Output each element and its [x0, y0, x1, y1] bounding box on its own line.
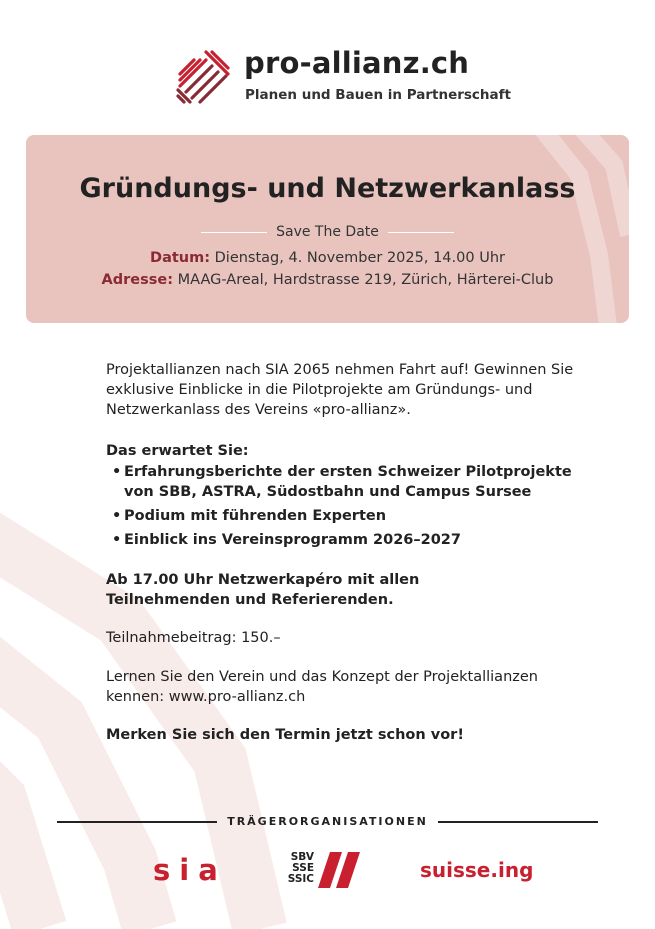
reminder-note: Merken Sie sich den Termin jetzt schon vor!: [106, 727, 464, 743]
list-item: • Podium mit führenden Experten: [112, 506, 582, 526]
sponsors-heading-row: [57, 815, 598, 828]
address-label: Adresse:: [101, 272, 174, 288]
learn-more-paragraph: Lernen Sie den Verein und das Konzept der Projektallianzen kennen: www.pro-allianz.ch: [106, 669, 538, 705]
save-the-date: Save The Date: [276, 224, 379, 240]
divider-left: [201, 232, 267, 233]
address-value: MAAG-Areal, Hardstrasse 219, Zürich, Härterei-Club: [173, 272, 554, 288]
list-item: • Einblick ins Vereinsprogramm 2026–2027: [112, 530, 582, 550]
sbv-logo[interactable]: [284, 852, 364, 892]
sbv-line: SSIC: [287, 873, 314, 885]
sbv-line: SBV: [290, 851, 314, 863]
event-banner: [26, 135, 629, 323]
event-address: [26, 272, 629, 288]
sponsor-divider-right: [438, 821, 598, 823]
sponsors-heading: TRÄGERORGANISATIONEN: [227, 815, 428, 828]
save-the-date-row: [26, 224, 629, 240]
expectations-list: [112, 462, 582, 554]
sia-logo[interactable]: sia: [153, 853, 227, 887]
sponsor-divider-left: [57, 821, 217, 823]
date-value: Dienstag, 4. November 2025, 14.00 Uhr: [210, 250, 505, 266]
divider-right: [388, 232, 454, 233]
brand-name: pro-allianz.ch: [244, 46, 470, 80]
event-title: Gründungs- und Netzwerkanlass: [79, 173, 576, 204]
pro-allianz-logo-icon: [172, 44, 234, 106]
expectations-heading: Das erwartet Sie:: [106, 443, 249, 459]
date-label: Datum:: [150, 250, 211, 266]
participation-fee: Teilnahmebeitrag: 150.–: [106, 630, 281, 646]
intro-paragraph: Projektallianzen nach SIA 2065 nehmen Fahrt auf! Gewinnen Sie exklusive Einblicke in die Pilotprojekte am Gründungs- und Netzwerkanlass des Vereins «pro-allianz».: [106, 362, 574, 418]
sbv-slash-icon: [318, 852, 362, 888]
sbv-line: SSE: [292, 862, 314, 874]
sbv-logo-text: [284, 852, 314, 885]
brand-tagline: Planen und Bauen in Partnerschaft: [245, 87, 511, 103]
event-date: [26, 250, 629, 266]
suisse-ing-logo[interactable]: suisse.ing: [420, 858, 534, 882]
list-item: • Erfahrungsberichte der ersten Schweizer Pilotprojekte von SBB, ASTRA, Südostbahn und Campus Sursee: [112, 462, 582, 502]
apero-note: Ab 17.00 Uhr Netzwerkapéro mit allen Teilnehmenden und Referierenden.: [106, 572, 420, 608]
